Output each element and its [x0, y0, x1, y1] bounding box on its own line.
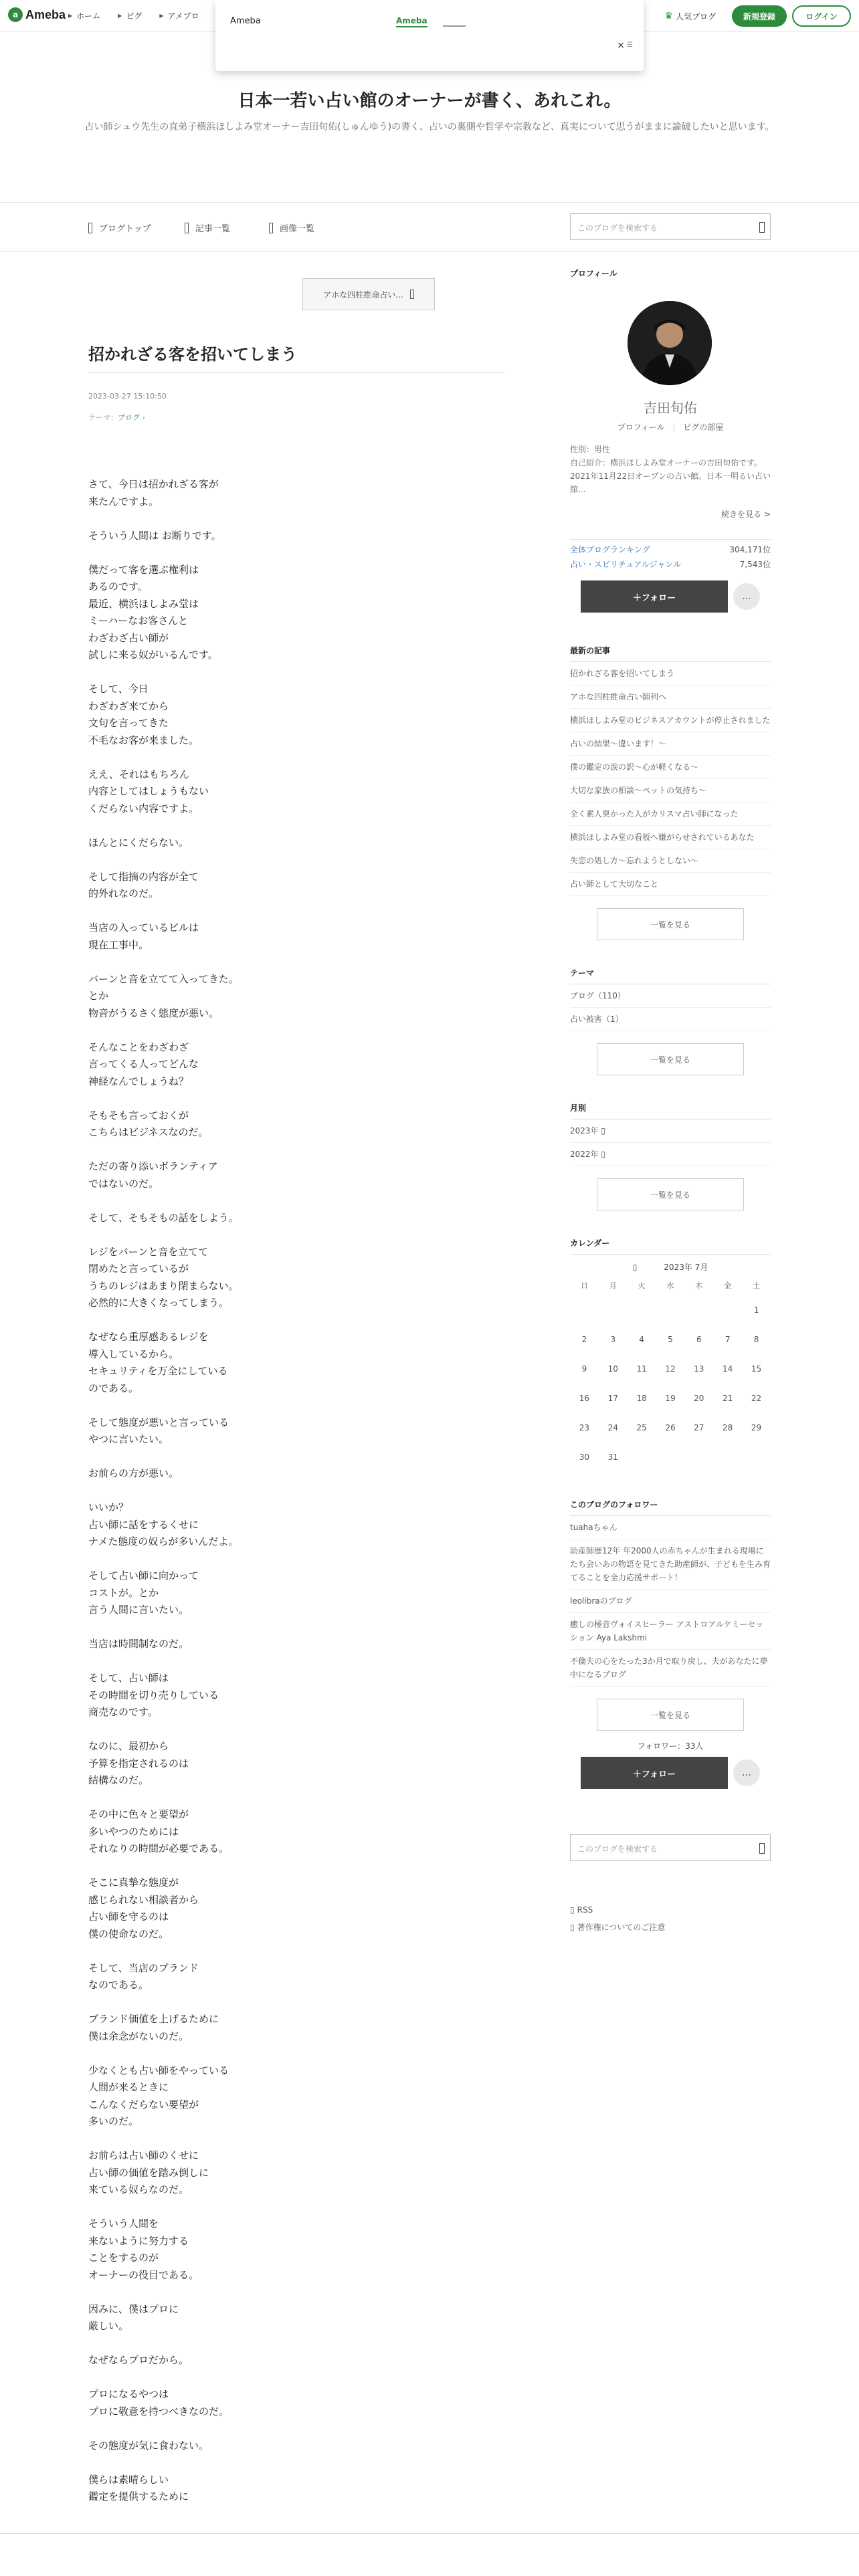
calendar-weekday: 水	[666, 1281, 674, 1290]
image-icon	[269, 223, 273, 233]
calendar-day[interactable]: 16	[579, 1394, 590, 1403]
calendar-week	[570, 1413, 771, 1442]
blog-nav	[0, 202, 859, 251]
followers-section	[570, 1499, 771, 1794]
calendar-day	[628, 1442, 656, 1472]
calendar-day	[599, 1295, 628, 1325]
recent-article-link[interactable]: 招かれざる客を招いてしまう	[570, 662, 771, 685]
recent-article-link[interactable]: 占い師として大切なこと	[570, 873, 771, 896]
copyright-link[interactable]: ▯ 著作権についてのご注意	[570, 1923, 666, 1932]
entry-date: 2023-03-27 15:10:50	[88, 392, 167, 401]
logo-text: Ameba	[25, 7, 66, 21]
read-more-link[interactable]: 続きを見る >	[721, 510, 771, 519]
recent-section	[570, 645, 771, 940]
header-actions	[664, 5, 851, 27]
entry-paragraph: そもそも言っておくが こちらはビジネスなのだ。	[88, 1109, 209, 1138]
calendar-week	[570, 1295, 771, 1325]
calendar-day[interactable]: 17	[607, 1394, 618, 1403]
global-nav-ameblo[interactable]: ▶ アメブロ	[159, 11, 199, 21]
calendar-day[interactable]: 2	[581, 1335, 587, 1344]
recent-article-link[interactable]: 横浜ほしよみ堂の看板へ嫌がらせされているあなた	[570, 826, 771, 849]
entry-paragraph: そういう人間を 来ないように努力する ことをするのが オーナーの役目である。	[88, 2218, 199, 2281]
follow-button[interactable]: ＋ フォロー	[581, 580, 728, 613]
recent-article-link[interactable]: 占いの結果〜違います！〜	[570, 732, 771, 756]
entry-paragraph: お前らの方が悪い。	[88, 1467, 179, 1479]
entry-paragraph: そして、そもそもの話をしよう。	[88, 1211, 239, 1224]
global-nav	[68, 10, 217, 21]
theme-item[interactable]: ブログ（110）	[570, 984, 771, 1008]
entry-paragraph: ただの寄り添いボランティア ではないのだ。	[88, 1160, 218, 1190]
calendar-day	[742, 1442, 771, 1472]
recent-article-link[interactable]: 横浜ほしよみ堂のビジネスアカウントが停止されました	[570, 709, 771, 732]
month-item[interactable]: 2022年 ▯	[570, 1143, 771, 1166]
global-nav-home[interactable]: ▶ ホーム	[68, 11, 101, 21]
calendar-day[interactable]: 9	[581, 1364, 587, 1374]
overlay-title: Ameba	[230, 16, 261, 26]
profile-links: プロフィール | ピグの部屋	[617, 423, 724, 432]
entry-paragraph: 僕らは素晴らしい 鑑定を提供するために	[88, 2473, 189, 2502]
entry-paragraph: なぜならプロだから。	[88, 2354, 189, 2366]
overlay-tab-indicator	[443, 25, 466, 27]
entry-paragraph: プロになるやつは プロに敬意を持つべきなのだ。	[88, 2388, 229, 2418]
view-all-followers-button[interactable]: 一覧を見る	[597, 1699, 744, 1731]
calendar-day[interactable]: 3	[610, 1335, 616, 1344]
crown-icon: ♛	[664, 11, 673, 21]
calendar-day[interactable]: 30	[579, 1453, 590, 1462]
profile-section	[570, 267, 771, 522]
ranking-section	[570, 539, 771, 574]
calendar-day	[628, 1295, 656, 1325]
entry-paragraph: いいか？ 占い師に話をするくせに ナメた態度の奴らが多いんだよ。	[88, 1501, 239, 1547]
blog-header	[0, 71, 859, 202]
entry-paragraph: そして、当店のブランド なのである。	[88, 1961, 199, 1991]
more-options-button[interactable]: …	[733, 583, 760, 610]
entry-paragraph: さて、今日は招かれざる客が 来たんですよ。	[88, 478, 219, 508]
calendar-day[interactable]: 21	[723, 1394, 733, 1403]
chevron-down-icon: ▯	[601, 1126, 605, 1136]
chevron-right-icon: ▶	[118, 13, 122, 19]
chevron-down-icon: ▯	[601, 1150, 605, 1159]
entry-theme: テーマ：ブログ ›	[88, 413, 145, 422]
calendar-day[interactable]: 1	[753, 1305, 759, 1315]
calendar-day	[684, 1295, 713, 1325]
entry-paragraph: 因みに、僕はプロに 厳しい。	[88, 2302, 179, 2332]
recent-article-link[interactable]: アホな四柱推命占い師列へ	[570, 685, 771, 709]
view-all-themes-button[interactable]: 一覧を見る	[597, 1043, 744, 1075]
calendar-week	[570, 1325, 771, 1354]
sidebar-search	[570, 1834, 771, 1861]
followers-heading: このブログのフォロワー	[570, 1499, 771, 1516]
calendar-weekday: 木	[695, 1281, 703, 1290]
calendar-day[interactable]: 25	[636, 1423, 647, 1432]
global-nav-pigg[interactable]: ▶ ピグ	[118, 11, 142, 21]
entry-paragraph: そういう人間は お断りです。	[88, 529, 221, 542]
calendar-day	[713, 1295, 742, 1325]
close-icon[interactable]: ×	[617, 40, 625, 51]
ameba-logo[interactable]	[8, 7, 66, 22]
recent-article-link[interactable]: 大切な家族の相談〜ペットの気持ち〜	[570, 779, 771, 802]
calendar-day	[570, 1295, 599, 1325]
popular-blog-link[interactable]: ♛ 人気ブログ	[664, 11, 716, 21]
follower-item[interactable]: 癒しの極音ヴォイスヒーラー アストロアルケミーセッション Aya Lakshmi	[570, 1613, 771, 1650]
calendar-week	[570, 1384, 771, 1413]
entry-paragraph: お前らは占い師のくせに 占い師の価値を踏み倒しに 来ている奴らなのだ。	[88, 2149, 209, 2195]
follower-item[interactable]: leolibraのブログ	[570, 1590, 771, 1613]
signup-button[interactable]: 新規登録	[732, 5, 787, 27]
profile-name[interactable]: 吉田旬佑	[644, 400, 697, 416]
blog-search-input[interactable]: このブログを検索する	[570, 213, 771, 240]
calendar-day[interactable]: 12	[665, 1364, 676, 1374]
entry-paragraph: そして態度が悪いと言っている やつに言いたい。	[88, 1416, 229, 1445]
calendar-day[interactable]: 14	[723, 1364, 733, 1374]
calendar-month-title: ▯ 2023年 7月	[632, 1263, 708, 1272]
recent-article-link[interactable]: 失恋の処し方〜忘れようとしない〜	[570, 849, 771, 873]
theme-link[interactable]: ブログ	[118, 413, 140, 422]
calendar-day[interactable]: 18	[636, 1394, 647, 1403]
chevron-right-icon: ›	[142, 413, 145, 422]
entry-paragraph: そんなことをわざわざ 言ってくる人ってどんな 神経なんでしょうね？	[88, 1041, 199, 1087]
follower-count: フォロワー：33人	[637, 1741, 704, 1751]
entry-paragraph: バーンと音を立てて入ってきた。 とか 物音がうるさく態度が悪い。	[88, 972, 239, 1019]
profile-intro: 自己紹介：横浜ほしよみ堂オーナーの吉田旬佑です。2021年11月22日オープンの占い館。日本一明るい占い館...	[570, 458, 771, 494]
sidebar-search-input[interactable]: このブログを検索する	[570, 1834, 771, 1861]
entry-paragraph: レジをバーンと音を立てて 閉めたと言っているが うちのレジはあまり閉まらない。 必然的に大きくなってしまう。	[88, 1245, 239, 1309]
ameba-menu-overlay	[215, 0, 644, 71]
calendar-day[interactable]: 11	[636, 1364, 647, 1374]
chevron-right-icon: ▶	[159, 13, 164, 19]
entry-title[interactable]: 招かれざる客を招いてしまう	[88, 345, 297, 364]
calendar-day[interactable]: 5	[668, 1335, 673, 1344]
month-item[interactable]: 2023年 ▯	[570, 1119, 771, 1143]
sidebar	[570, 267, 771, 1936]
calendar-day[interactable]: 15	[751, 1364, 762, 1374]
entry-paragraph: なぜなら重厚感あるレジを 導入しているから。 セキュリティを万全にしている のである。	[88, 1331, 228, 1394]
entry-paragraph: そして、占い師は その時間を切り売りしている 商売なのです。	[88, 1672, 219, 1718]
entry-paragraph: そこに真摯な態度が 感じられない相談者から 占い師を守るのは 僕の使命なのだ。	[88, 1876, 199, 1940]
calendar-heading: カレンダー	[570, 1237, 771, 1255]
calendar-day	[713, 1442, 742, 1472]
entry-paragraph: ええ、それはもちろん 内容としてはしょうもない くだらない内容ですよ。	[88, 768, 209, 815]
entry-paragraph: そして占い師に向かって コストが。とか 言う人間に言いたい。	[88, 1570, 199, 1616]
entry-paragraph: そして指摘の内容が全て 的外れなのだ。	[88, 870, 199, 899]
nav-article-list[interactable]: 記事一覧	[185, 221, 230, 234]
calendar-weekday-row	[570, 1275, 771, 1295]
overlay-tab-link[interactable]: Ameba	[396, 16, 427, 27]
prev-article-button[interactable]: アホな四柱推命占い...	[302, 278, 435, 310]
entry-paragraph: なのに、最初から 予算を指定されるのは 結構なのだ。	[88, 1740, 189, 1786]
profile-heading: プロフィール	[570, 269, 617, 278]
entry-paragraph: そして、今日 わざわざ来てから 文句を言ってきた 不毛なお客が来ました。	[88, 683, 199, 746]
more-options-button[interactable]: …	[733, 1759, 760, 1786]
monthly-section	[570, 1102, 771, 1210]
entry-paragraph: 僕だって客を選ぶ権利は あるのです。 最近、横浜ほしよみ堂は ミーハーなお客さんと わざわざ占い師が 試しに来る奴がいるんです。	[88, 563, 218, 661]
menu-icon[interactable]: ☰	[627, 41, 633, 49]
prev-month-icon[interactable]: ▯	[632, 1263, 638, 1272]
entry-paragraph: その態度が気に食わない。	[88, 2439, 209, 2452]
calendar-day[interactable]: 31	[607, 1453, 618, 1462]
profile-text	[570, 443, 771, 496]
calendar-week	[570, 1442, 771, 1472]
rss-icon: ▯	[570, 1905, 575, 1915]
follow-row	[570, 1757, 771, 1794]
theme-section	[570, 967, 771, 1075]
recent-article-link[interactable]: 僕の鑑定の涙の訳〜心が軽くなる〜	[570, 756, 771, 779]
calendar-day[interactable]: 7	[725, 1335, 731, 1344]
calendar-day[interactable]: 4	[639, 1335, 644, 1344]
avatar-image	[628, 301, 712, 385]
profile-gender: 性別：男性	[570, 445, 611, 454]
profile-link[interactable]: プロフィール	[617, 423, 665, 432]
theme-heading: テーマ	[570, 967, 771, 984]
entry-paragraph: ほんとにくだらない。	[88, 836, 189, 849]
sidebar-footer-links	[570, 1901, 771, 1936]
calendar-day	[684, 1442, 713, 1472]
calendar-day[interactable]: 8	[753, 1335, 759, 1344]
list-icon	[185, 223, 189, 233]
theme-item[interactable]: 占い被害（1）	[570, 1008, 771, 1031]
calendar-day[interactable]: 27	[694, 1423, 704, 1432]
entry-paragraph: 当店は時間制なのだ。	[88, 1638, 189, 1650]
entry-body	[88, 476, 463, 2523]
calendar-table	[570, 1275, 771, 1472]
follower-item[interactable]: 不倫夫の心をたった3か月で取り戻し、夫があなたに夢中になるブログ	[570, 1650, 771, 1687]
pigg-room-link[interactable]: ピグの部屋	[683, 423, 724, 432]
entry-paragraph: 少なくとも占い師をやっている 人間が来るときに こんなくだらない要望が 多いのだ。	[88, 2064, 229, 2127]
calendar-day[interactable]: 23	[579, 1423, 590, 1432]
search-icon[interactable]	[759, 222, 765, 233]
avatar[interactable]	[628, 301, 712, 385]
calendar-day[interactable]: 24	[607, 1423, 618, 1432]
calendar-weekday: 火	[638, 1281, 646, 1290]
calendar-day[interactable]: 26	[665, 1423, 676, 1432]
calendar-day[interactable]: 22	[751, 1394, 762, 1403]
calendar-day[interactable]: 28	[723, 1423, 733, 1432]
chevron-right-icon	[410, 290, 414, 299]
divider	[0, 2533, 859, 2534]
blog-description: 占い師シュウ先生の直弟子横浜ほしよみ堂オーナー吉田旬佑(しゅんゆう)の書く、占いの裏側や哲学や宗教など、真実について思うがままに論破したいと思います。	[84, 122, 775, 132]
follower-item[interactable]: tuahaちゃん	[570, 1516, 771, 1539]
login-button[interactable]: ログイン	[792, 5, 851, 27]
follow-button[interactable]: ＋ フォロー	[581, 1757, 728, 1789]
calendar-weekday: 日	[580, 1281, 588, 1290]
calendar-day[interactable]: 29	[751, 1423, 762, 1432]
entry-paragraph: 当店の入っているビルは 現在工事中。	[88, 922, 199, 951]
nav-blog-top[interactable]: ブログトップ	[88, 221, 151, 234]
home-icon	[88, 223, 92, 233]
ranking-row[interactable]: 占い・スピリチュアルジャンル 7,543位	[570, 560, 771, 569]
calendar-day[interactable]: 20	[694, 1394, 704, 1403]
follow-row	[570, 580, 771, 618]
chevron-right-icon: ▶	[68, 13, 73, 19]
calendar-day	[656, 1295, 685, 1325]
entry-paragraph: ブランド価値を上げるために 僕は余念がないのだ。	[88, 2013, 219, 2042]
calendar-day[interactable]: 6	[696, 1335, 702, 1344]
calendar-weekday: 土	[753, 1281, 761, 1290]
rss-link[interactable]: ▯ RSS	[570, 1905, 593, 1915]
blog-title[interactable]: 日本一若い占い館のオーナーが書く、あれこれ。	[237, 91, 622, 111]
recent-article-link[interactable]: 全く素人臭かった人がカリスマ占い師になった	[570, 802, 771, 826]
calendar-day[interactable]: 13	[694, 1364, 704, 1374]
calendar-weekday: 月	[609, 1281, 617, 1290]
calendar-week	[570, 1354, 771, 1384]
view-all-months-button[interactable]: 一覧を見る	[597, 1178, 744, 1210]
calendar-day[interactable]: 19	[665, 1394, 676, 1403]
info-icon: ▯	[570, 1923, 575, 1932]
calendar-weekday: 金	[724, 1281, 732, 1290]
calendar-day	[656, 1442, 685, 1472]
monthly-heading: 月別	[570, 1102, 771, 1119]
search-icon[interactable]	[759, 1843, 765, 1854]
calendar-day[interactable]: 10	[607, 1364, 618, 1374]
follower-item[interactable]: 助産師歴12年 年2000人の赤ちゃんが生まれる現場にたち会いあの物語を見てきた助産師が、子どもを生み育てることを全力応援サポート！	[570, 1539, 771, 1590]
calendar-section	[570, 1237, 771, 1472]
entry-paragraph: その中に色々と要望が 多いやつのためには それなりの時間が必要である。	[88, 1808, 229, 1854]
ranking-row[interactable]: 全体ブログランキング 304,171位	[570, 545, 771, 554]
ameba-logo-icon: a	[8, 7, 23, 22]
recent-heading: 最新の記事	[570, 645, 771, 662]
nav-image-list[interactable]: 画像一覧	[269, 221, 314, 234]
view-all-recent-button[interactable]: 一覧を見る	[597, 908, 744, 940]
